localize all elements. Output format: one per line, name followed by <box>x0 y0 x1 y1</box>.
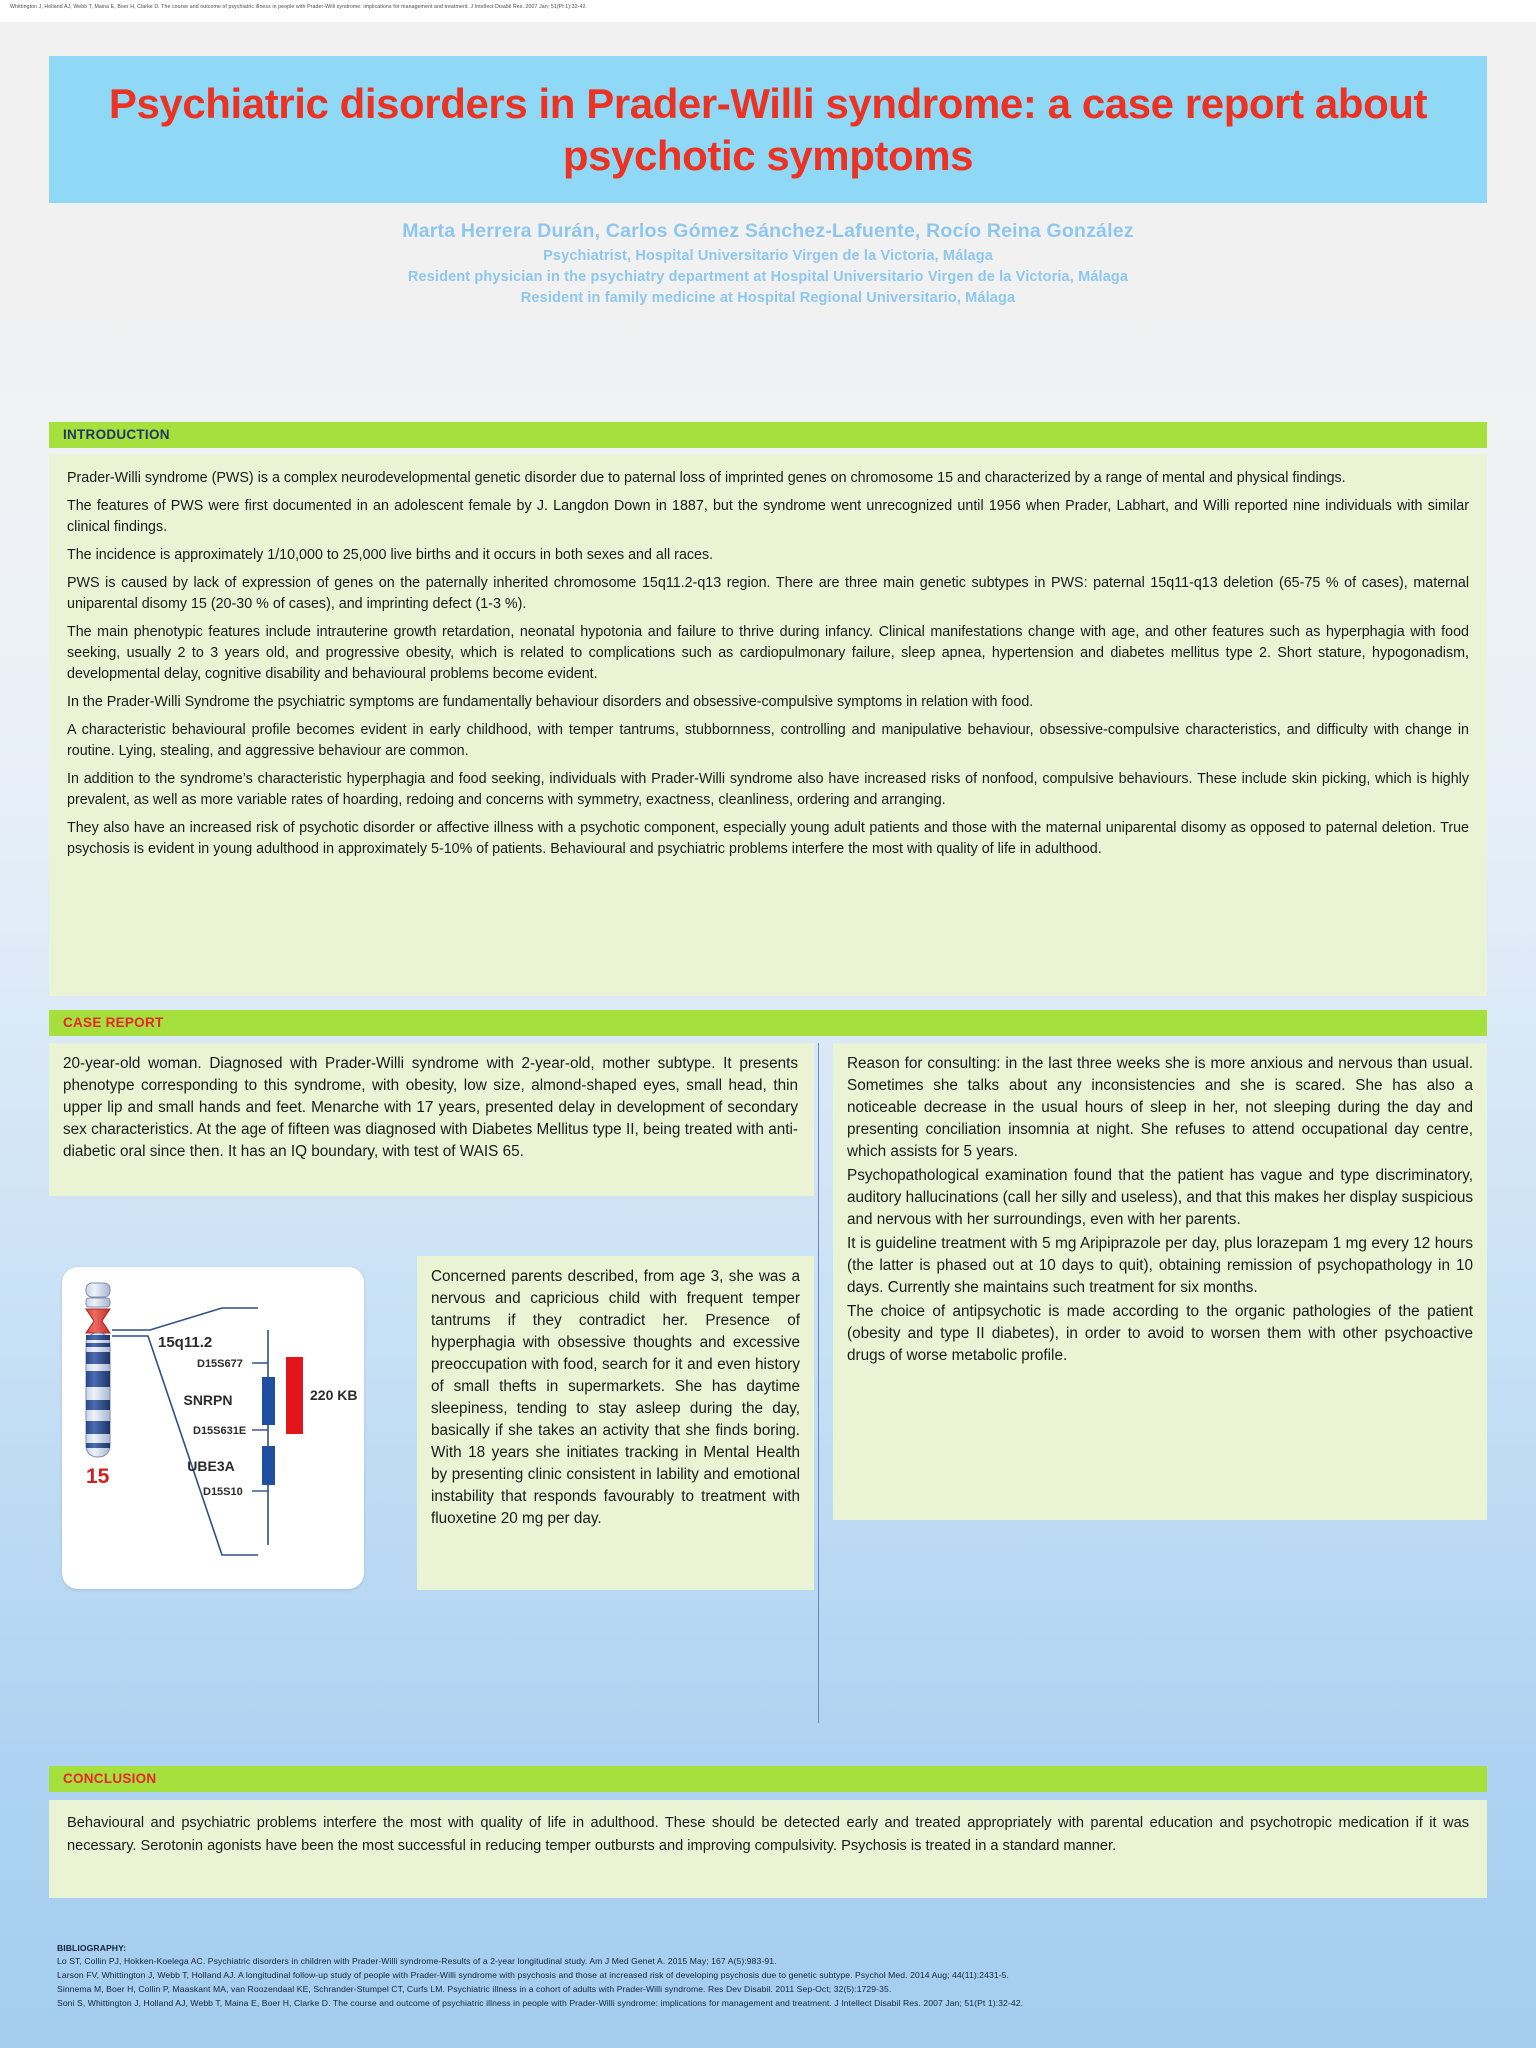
bibliography-block <box>57 1942 1487 2011</box>
case-right-paragraph: The choice of antipsychotic is made according to the organic pathologies of the patient (obesity and type II diabetes), in order to avoid to worsen them with other psychoactive drugs of worse metabolic profile. <box>847 1303 1473 1365</box>
region-label-15q11-2: 15q11.2 <box>158 1334 213 1351</box>
author-names: Marta Herrera Durán, Carlos Gómez Sánchez-Lafuente, Rocío Reina González <box>402 220 1134 242</box>
case-left-paragraph: 20-year-old woman. Diagnosed with Prader-Willi syndrome with 2-year-old, mother subtype. It presents phenotype corresponding to this syndrome, with obesity, low size, almond-shaped eyes, small head, thin upper lip and small hands and feet. Menarche with 17 years, presented delay in development of secondary sex characteristics. At the age of fifteen was diagnosed with Diabetes Mellitus type II, being treated with anti-diabetic oral since then. It has an IQ boundary, with test of WAIS 65. <box>63 1055 798 1161</box>
case-report-right-column <box>833 1043 1487 1520</box>
chromosome-q-arm <box>86 1333 110 1457</box>
title-banner <box>49 56 1487 203</box>
bibliography-item: Soni S, Whittington J, Holland AJ, Webb T, Maina E, Boer H, Clarke D. The course and outcome of psychiatric illness in people with Prader-Willi syndrome: implications for management and treatment. J Intellect Disabil Res. 2007 Jan; 51(Pt 1):32-42. <box>57 1998 1024 2009</box>
chromosome-p-arm <box>86 1283 110 1307</box>
bibliography-item: Larson FV, Whittington J, Webb T, Holland AJ. A longitudinal follow-up study of people with Prader-Willi syndrome with psychosis and those at increased risk of developing psychosis due to genetic subtype. Psychol Med. 2014 Aug; 44(11):2431-5. <box>57 1970 1010 1981</box>
intro-paragraph: The incidence is approximately 1/10,000 to 25,000 live births and it occurs in both sexes and all races. <box>67 547 714 564</box>
marker-label-d15s677: D15S677 <box>197 1358 243 1370</box>
chromosome-15-figure <box>62 1267 364 1589</box>
affiliation-1: Psychiatrist, Hospital Universitario Virgen de la Victoria, Málaga <box>543 247 993 264</box>
section-header-conclusion <box>49 1766 1487 1792</box>
gene-label-snrpn: SNRPN <box>183 1392 233 1408</box>
conclusion-paragraph: Behavioural and psychiatric problems interfere the most with quality of life in adulthood. These should be detected early and treated appropriately with parental education and psychotropic medication if it was necessary. Serotonin agonists have been the most successful in reducing temper outbursts and improving compulsivity. Psychosis is treated in a standard manner. <box>67 1815 1469 1855</box>
section-body-introduction <box>49 454 1487 996</box>
intro-paragraph: A characteristic behavioural profile becomes evident in early childhood, with temper tantrums, stubbornness, controlling and manipulative behaviour, obsessive-compulsive characteristics, and difficulty with change in routine. Lying, stealing, and aggressive behaviour are common. <box>67 722 1469 760</box>
centromere <box>86 1309 110 1333</box>
intro-paragraph: The main phenotypic features include intrauterine growth retardation, neonatal hypotonia and failure to thrive during infancy. Clinical manifestations change with age, and other features such as hyperphagia with food seeking, usually 2 to 3 years old, and progressive obesity, which is related to complications such as cardiopulmonary failure, sleep apnea, hypertension and diabetes mellitus type 2. Short stature, hypogonadism, developmental delay, cognitive disability and behavioural problems become evident. <box>67 624 1469 683</box>
top-reference-strip <box>0 0 1536 22</box>
case-right-paragraph: Reason for consulting: in the last three weeks she is more anxious and nervous than usual. Sometimes she talks about any inconsistencies and she is scared. She has also a noticeable decrease in the usual hours of sleep in her, not sleeping during the day and presenting conciliation insomnia at night. She refuses to attend occupational day centre, which assists for 5 years. <box>847 1055 1473 1161</box>
case-report-left-column <box>49 1043 814 1196</box>
case-report-middle-column <box>417 1256 814 1590</box>
bibliography-title: BIBLIOGRAPHY: <box>57 1943 127 1953</box>
intro-paragraph: They also have an increased risk of psychotic disorder or affective illness with a psychotic component, especially young adult patients and those with the maternal uniparental disomy as opposed to paternal deletion. True psychosis is evident in young adulthood in approximately 5-10% of patients. Behavioural and psychiatric problems interfere the most with quality of life in adulthood. <box>67 820 1469 858</box>
gene-label-ube3a: UBE3A <box>187 1458 235 1474</box>
section-title-introduction: INTRODUCTION <box>63 427 170 442</box>
author-block <box>49 217 1487 310</box>
affiliation-3: Resident in family medicine at Hospital Regional Universitario, Málaga <box>520 290 1016 307</box>
case-middle-paragraph: Concerned parents described, from age 3, she was a nervous and capricious child with frequent temper tantrums if they contradict her. Presence of hyperphagia with obsessive thoughts and excessive preoccupation with food, search for it and even history of small thefts in supermarkets. She has daytime sleepiness, tending to stay asleep during the day, basically if she takes an activity that she finds boring. With 18 years she initiates tracking in Mental Health by presenting clinic consistent in lability and emotional instability that responds favourably to treatment with fluoxetine 20 mg per day. <box>431 1268 800 1528</box>
section-title-case-report: CASE REPORT <box>63 1015 164 1030</box>
section-title-conclusion: CONCLUSION <box>63 1771 157 1786</box>
size-label-220kb: 220 KB <box>310 1387 358 1403</box>
column-divider <box>818 1043 819 1723</box>
bibliography-item: Sinnema M, Boer H, Collin P, Maaskant MA, van Roozendaal KE, Schrander-Stumpel CT, Curfs LM. Psychiatric illness in a cohort of adults with Prader-Willi syndrome. Res Dev Disabil. 2011 Sep-Oct; 32(5):1729-35. <box>57 1984 892 1995</box>
affiliation-2: Resident physician in the psychiatry department at Hospital Universitario Virgen de la Victoria, Málaga <box>407 268 1129 285</box>
bibliography-item: Lo ST, Collin PJ, Hokken-Koelega AC. Psychiatric disorders in children with Prader-Willi syndrome-Results of a 2-year longitudinal study. Am J Med Genet A. 2015 May; 167 A(5):983-91. <box>57 1956 777 1967</box>
intro-paragraph: The features of PWS were first documented in an adolescent female by J. Langdon Down in 1887, but the syndrome went unrecognized until 1956 when Prader, Labhart, and Willi reported nine individuals with similar clinical findings. <box>67 498 1469 536</box>
poster-canvas <box>0 22 1536 2048</box>
marker-label-d15s631e: D15S631E <box>193 1425 247 1437</box>
intro-paragraph: Prader-Willi syndrome (PWS) is a complex neurodevelopmental genetic disorder due to paternal loss of imprinted genes on chromosome 15 and characterized by a range of mental and physical findings. <box>67 470 1346 486</box>
intro-paragraph: In the Prader-Willi Syndrome the psychiatric symptoms are fundamentally behaviour disorders and obsessive-compulsive symptoms in relation with food. <box>67 694 1034 711</box>
marker-label-d15s10: D15S10 <box>203 1486 243 1498</box>
case-right-paragraph: Psychopathological examination found that the patient has vague and type discriminatory, auditory hallucinations (call her silly and useless), and that this makes her display suspicious and nervous with her surroundings, even with her parents. <box>847 1167 1473 1229</box>
section-header-case-report <box>49 1010 1487 1036</box>
intro-paragraph: In addition to the syndrome’s characteristic hyperphagia and food seeking, individuals with Prader-Willi syndrome also have increased risks of nonfood, compulsive behaviours. These include skin picking, which is highly prevalent, as well as more variable rates of hoarding, redoing and concerns with symmetry, exactness, cleanliness, ordering and arranging. <box>67 771 1469 809</box>
poster-title: Psychiatric disorders in Prader-Willi syndrome: a case report about psychotic symptoms <box>108 80 1428 179</box>
chromosome-number-label: 15 <box>86 1465 110 1488</box>
case-right-paragraph: It is guideline treatment with 5 mg Aripiprazole per day, plus lorazepam 1 mg every 12 hours (the latter is phased out at 10 days to quit), obtaining remission of psychopathology in 10 days. Currently she maintains such treatment for six months. <box>847 1235 1473 1297</box>
gene-block-snrpn <box>262 1377 275 1425</box>
gene-block-ube3a <box>262 1446 275 1485</box>
size-bar-220kb <box>286 1357 303 1434</box>
intro-paragraph: PWS is caused by lack of expression of genes on the paternally inherited chromosome 15q11.2-q13 region. There are three main genetic subtypes in PWS: paternal 15q11-q13 deletion (65-75 % of cases), maternal uniparental disomy 15 (20-30 % of cases), and imprinting defect (1-3 %). <box>67 575 1469 613</box>
top-reference-text: Whittington J, Holland AJ, Webb T, Maina E, Boer H, Clarke D. The course and outcome of psychiatric illness in people with Prader-Willi syndrome: implications for management and treatment. J Intellect Disabil Res. 2007 Jan; 51(Pt 1):32-42. <box>10 4 588 10</box>
section-header-introduction <box>49 422 1487 448</box>
section-body-conclusion <box>49 1800 1487 1898</box>
